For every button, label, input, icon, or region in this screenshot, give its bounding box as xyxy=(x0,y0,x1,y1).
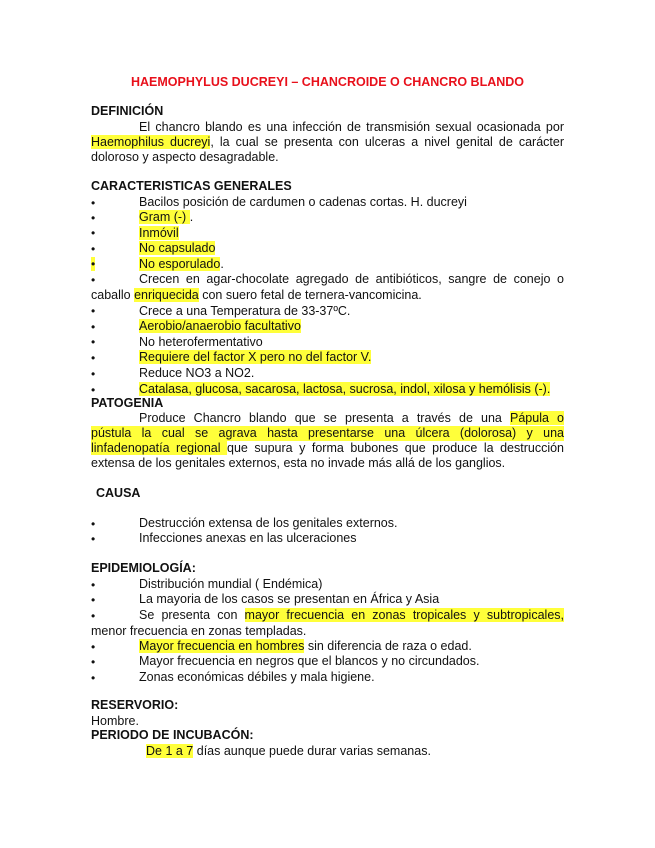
caract-item-4 xyxy=(139,241,215,256)
patogenia-line-2: pústula la cual se agrava hasta presentarse una úlcera (dolorosa) y una xyxy=(91,426,564,440)
bullet: • xyxy=(91,351,96,365)
highlight: No capsulado xyxy=(139,241,216,255)
patogenia-line-3 xyxy=(91,441,564,456)
highlight: No esporulado xyxy=(139,257,221,271)
text: sin diferencia de raza o edad. xyxy=(304,639,472,653)
epidemiologia-heading: EPIDEMIOLOGÍA: xyxy=(91,561,196,575)
causa-heading: CAUSA xyxy=(96,486,141,500)
bullet: • xyxy=(91,578,96,592)
bullet: • xyxy=(91,655,96,669)
text: Produce Chancro blando que se presenta a través de una xyxy=(139,411,510,425)
text: . xyxy=(189,210,194,224)
bullet: • xyxy=(91,671,96,685)
text: , la cual se presenta con ulceras a nivel genital de carácter xyxy=(210,135,564,149)
caract-item-10 xyxy=(139,350,371,365)
epidem-item-3 xyxy=(139,608,564,623)
patogenia-line-4: extensa de los genitales externos, esta no invade más allá de los ganglios. xyxy=(91,456,506,470)
epidem-item-1: Distribución mundial ( Endémica) xyxy=(139,577,323,591)
caract-item-1: Bacilos posición de cardumen o cadenas cortas. H. ducreyi xyxy=(139,195,467,209)
patogenia-line-1 xyxy=(139,411,564,426)
caract-item-8 xyxy=(139,319,301,334)
epidem-item-5: Mayor frecuencia en negros que el blancos y no circundados. xyxy=(139,654,480,668)
bullet: • xyxy=(91,304,96,318)
bullet: • xyxy=(91,242,96,256)
patogenia-heading: PATOGENIA xyxy=(91,396,164,410)
caract-item-3 xyxy=(139,226,179,241)
caract-item-7: Crece a una Temperatura de 33-37ºC. xyxy=(139,304,351,318)
text: que supura y forma bubones que produce la destrucción xyxy=(227,441,564,455)
text: Se presenta con xyxy=(139,608,245,622)
highlight: Inmóvil xyxy=(139,226,179,240)
bullet: • xyxy=(91,640,96,654)
highlight: Pápula o xyxy=(510,411,564,425)
bullet: • xyxy=(91,383,96,397)
epidem-item-4 xyxy=(139,639,472,654)
text: días aunque puede durar varias semanas. xyxy=(193,744,431,758)
bullet: • xyxy=(91,320,96,334)
bullet: • xyxy=(91,196,96,210)
bullet: • xyxy=(91,593,96,607)
highlight: Requiere del factor X pero no del factor V. xyxy=(139,350,372,364)
bullet: • xyxy=(91,273,96,287)
text: con suero fetal de ternera-vancomicina. xyxy=(198,288,422,302)
caract-item-5 xyxy=(139,257,224,272)
causa-item-2: Infecciones anexas en las ulceraciones xyxy=(139,531,357,545)
highlight: Mayor frecuencia en hombres xyxy=(139,639,305,653)
bullet: • xyxy=(91,367,96,381)
incubacion-text xyxy=(146,744,431,759)
epidem-item-2: La mayoria de los casos se presentan en África y Asia xyxy=(139,592,440,606)
reservorio-heading: RESERVORIO: xyxy=(91,698,179,712)
caracteristicas-heading: CARACTERISTICAS GENERALES xyxy=(91,179,292,193)
caract-item-6-line-2 xyxy=(91,288,422,303)
bullet: • xyxy=(91,211,96,225)
epidem-item-3-line-2: menor frecuencia en zonas templadas. xyxy=(91,624,307,638)
highlight: Haemophilus ducreyi xyxy=(91,135,211,149)
causa-item-1: Destrucción extensa de los genitales externos. xyxy=(139,516,398,530)
highlight: De 1 a 7 xyxy=(146,744,194,758)
highlight: mayor frecuencia en zonas tropicales y subtropicales, xyxy=(244,608,564,622)
caract-item-11: Reduce NO3 a NO2. xyxy=(139,366,255,380)
caract-item-2 xyxy=(139,210,193,225)
highlight: linfadenopatía regional xyxy=(91,441,228,455)
incubacion-heading: PERIODO DE INCUBACÓN: xyxy=(91,728,254,742)
text: . xyxy=(220,257,224,271)
caract-item-6: Crecen en agar-chocolate agregado de antibióticos, sangre de conejo o xyxy=(139,272,564,286)
highlight: enriquecida xyxy=(134,288,199,302)
definicion-line-1: El chancro blando es una infección de transmisión sexual ocasionada por xyxy=(139,120,564,134)
bullet: • xyxy=(91,257,96,271)
definicion-line-2 xyxy=(91,135,564,150)
bullet: • xyxy=(91,517,96,531)
reservorio-text: Hombre. xyxy=(91,714,139,728)
highlight: Catalasa, glucosa, sacarosa, lactosa, sucrosa, indol, xilosa y hemólisis (-). xyxy=(139,382,551,396)
document-title: HAEMOPHYLUS DUCREYI – CHANCROIDE O CHANCRO BLANDO xyxy=(130,75,525,89)
definicion-line-3: doloroso y aspecto desagradable. xyxy=(91,150,279,164)
bullet: • xyxy=(91,226,96,240)
caract-item-12 xyxy=(139,382,550,397)
bullet: • xyxy=(91,609,96,623)
bullet: • xyxy=(91,532,96,546)
bullet: • xyxy=(91,335,96,349)
caract-item-9: No heterofermentativo xyxy=(139,335,263,349)
highlight: Gram (-) xyxy=(139,210,190,224)
text: caballo xyxy=(91,288,135,302)
definicion-heading: DEFINICIÓN xyxy=(91,104,164,118)
highlight: Aerobio/anaerobio facultativo xyxy=(139,319,301,333)
epidem-item-6: Zonas económicas débiles y mala higiene. xyxy=(139,670,375,684)
